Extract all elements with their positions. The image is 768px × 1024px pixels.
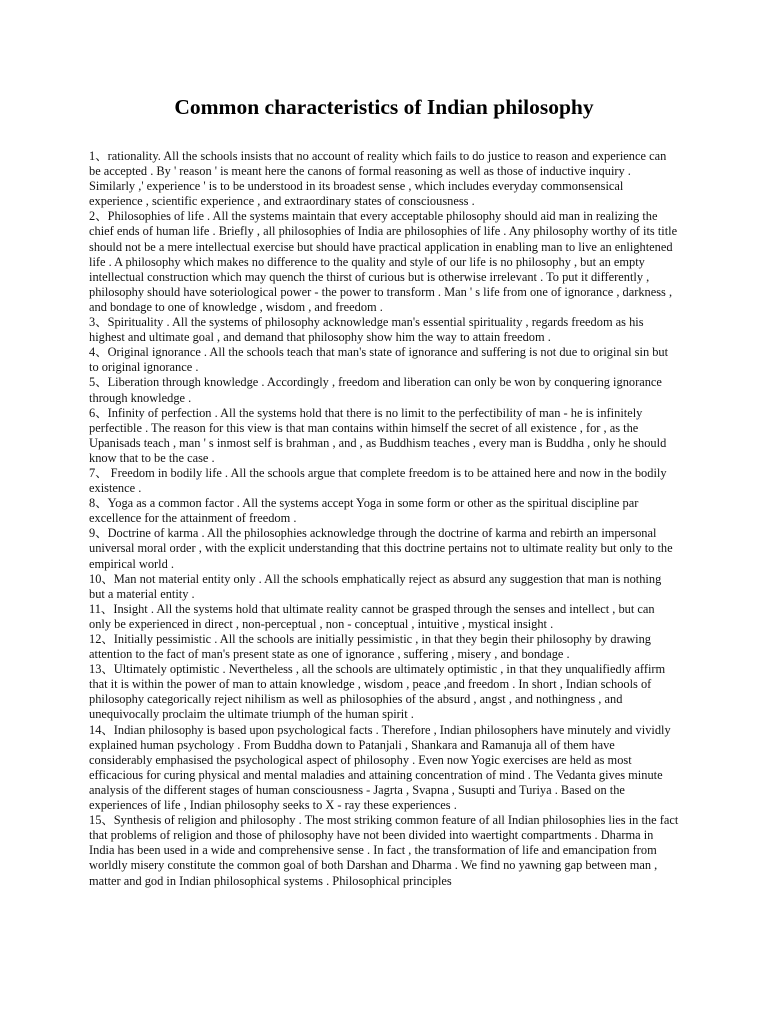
paragraph-rationality: 1、rationality. All the schools insists that no account of reality which fails to do justice to reason and experience can be accepted . By ' reason ' is meant here the canons of formal reasoning as well as those of inductive inquiry . Similarly ,' experience ' is to be understood in its broadest sense , which includes everyday commonsensical experience , scientific experience , and extraordinary states of consciousness .	[89, 149, 667, 209]
paragraph-liberation-through-knowledge: 5、Liberation through knowledge . Accordingly , freedom and liberation can only be won by conquering ignorance through knowledge .	[89, 375, 662, 405]
paragraph-man-not-material: 10、Man not material entity only . All the schools emphatically reject as absurd any suggestion that man is nothing but a material entity .	[89, 571, 662, 601]
paragraph-freedom-in-bodily-life: 7、 Freedom in bodily life . All the schools argue that complete freedom is to be attained here and now in the bodily existence .	[89, 465, 667, 496]
paragraph-infinity-of-perfection: 6、Infinity of perfection . All the systems hold that there is no limit to the perfectibility of man - he is infinitely perfectible . The reason for this view is that man contains within himself the secret of all existence , for , as the Upanisads teach , man ' s inmost self is brahman , and , as Buddhism teaches , every man is Buddha , only he should know that to be the case .	[89, 405, 667, 465]
document-body	[89, 149, 679, 889]
paragraph-psychological-facts: 14、Indian philosophy is based upon psychological facts . Therefore , Indian philosophers have minutely and vividly explained human psychology . From Buddha down to Patanjali , Shankara and Ramanuja all of them have considerably emphasised the psychological aspect of philosophy . Even now Yogic exercises are held as most efficacious for curing physical and mental maladies and attaining concentration of mind . The Vedanta gives minute analysis of the different stages of human consciousness - Jagrta , Svapna , Susupti and Turiya . Based on the experiences of life , Indian philosophy seeks to X - ray these experiences .	[89, 722, 671, 813]
paragraph-initially-pessimistic: 12、Initially pessimistic . All the schools are initially pessimistic , in that they begin their philosophy by drawing attention to the fact of man's present state as one of ignorance , suffering , misery , and bondage .	[89, 632, 651, 662]
paragraph-original-ignorance: 4、Original ignorance . All the schools teach that man's state of ignorance and suffering is not due to original sin but to original ignorance .	[89, 345, 669, 375]
paragraph-yoga-common-factor: 8、Yoga as a common factor . All the systems accept Yoga in some form or other as the spiritual discipline par excellence for the attainment of freedom .	[89, 496, 639, 526]
paragraph-religion-and-philosophy: 15、Synthesis of religion and philosophy . The most striking common feature of all Indian philosophies lies in the fact that problems of religion and those of philosophy have not been divided into waertight compartments . Dharma in India has been used in a wide and comprehensive sense . In fact , the transformation of life and emancipation from worldly misery constitute the common goal of both Darshan and Dharma . We find no yawning gap between man , matter and god in Indian philosophical systems . Philosophical principles	[89, 813, 679, 888]
paragraph-philosophies-of-life: 2、Philosophies of life . All the systems maintain that every acceptable philosophy should aid man in realizing the chief ends of human life . Briefly , all philosophies of India are philosophies of life . Any philosophy worthy of its title should not be a mere intellectual exercise but should have practical application in enabling man to live an enlightened life . A philosophy which makes no difference to the quality and style of our life is no philosophy , but an empty intellectual construction which may quench the thirst of curious but is otherwise irrelevant . To put it differently , philosophy should have soteriological power - the power to transform . Man ' s life from one of ignorance , darkness , and bondage to one of knowledge , wisdom , and freedom .	[89, 209, 678, 314]
paragraph-doctrine-of-karma: 9、Doctrine of karma . All the philosophies acknowledge through the doctrine of karma and rebirth an impersonal universal moral order , with the explicit understanding that this doctrine pertains not to ultimate reality but only to the empirical world .	[89, 526, 673, 571]
paragraph-ultimately-optimistic: 13、Ultimately optimistic . Nevertheless , all the schools are ultimately optimistic , in that they unqualifiedly affirm that it is within the power of man to attain knowledge , wisdom , peace ,and freedom . In short , Indian schools of philosophy categorically reject nihilism as well as philosophies of the absurd , angst , and nothingness , and unequivocally proclaim the ultimate triumph of the human spirit .	[89, 662, 666, 722]
document-title: Common characteristics of Indian philosophy	[174, 95, 594, 119]
paragraph-spirituality: 3、Spirituality . All the systems of philosophy acknowledge man's essential spirituality , regards freedom as his highest and ultimate goal , and demand that philosophy show him the way to attain freedom .	[89, 315, 644, 345]
paragraph-insight: 11、Insight . All the systems hold that ultimate reality cannot be grasped through the senses and intellect , but can only be experienced in direct , non-perceptual , non - conceptual , intuitive , mystical insight .	[89, 601, 655, 631]
